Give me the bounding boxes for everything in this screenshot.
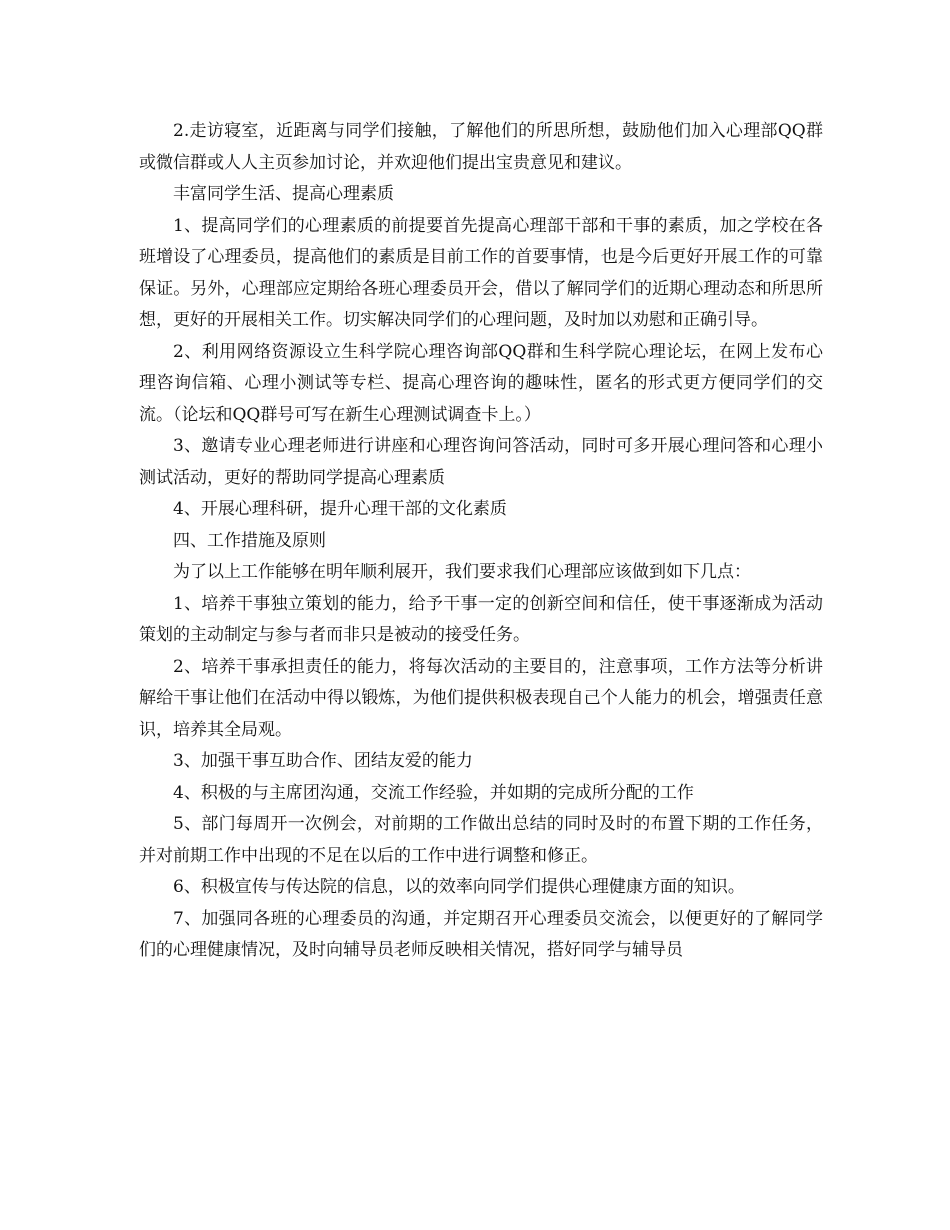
- paragraph-invite-teachers: 3、邀请专业心理老师进行讲座和心理咨询问答活动，同时可多开展心理问答和心理小测试活动，更好的帮助同学提高心理素质: [139, 436, 823, 488]
- paragraph-network-resources: 2、利用网络资源设立生科学院心理咨询部QQ群和生科学院心理论坛，在网上发布心理咨询信箱、心理小测试等专栏、提高心理咨询的趣味性，匿名的形式更方便同学们的交流。（论坛和QQ群号可写在新生心理测试调查卡上。）: [139, 341, 823, 425]
- paragraph-measure-2: 2、培养干事承担责任的能力，将每次活动的主要目的，注意事项，工作方法等分析讲解给干事让他们在活动中得以锻炼，为他们提供积极表现自己个人能力的机会，增强责任意识，培养其全局观。: [139, 656, 823, 740]
- paragraph-measure-7: 7、加强同各班的心理委员的沟通，并定期召开心理委员交流会，以便更好的了解同学们的心理健康情况，及时向辅导员老师反映相关情况，搭好同学与辅导员: [139, 908, 823, 960]
- paragraph-dorm-visit: 2.走访寝室，近距离与同学们接触，了解他们的所思所想，鼓励他们加入心理部QQ群或微信群或人人主页参加讨论，并欢迎他们提出宝贵意见和建议。: [139, 121, 823, 173]
- paragraph-measure-5: 5、部门每周开一次例会，对前期的工作做出总结的同时及时的布置下期的工作任务，并对前期工作中出现的不足在以后的工作中进行调整和修正。: [139, 814, 823, 866]
- paragraph-measure-1: 1、培养干事独立策划的能力，给予干事一定的创新空间和信任，使干事逐渐成为活动策划的主动制定与参与者而非只是被动的接受任务。: [139, 593, 823, 645]
- paragraph-improve-quality: 1、提高同学们的心理素质的前提要首先提高心理部干部和干事的素质，加之学校在各班增设了心理委员，提高他们的素质是目前工作的首要事情，也是今后更好开展工作的可靠保证。另外，心理部应定期给各班心理委员开会，借以了解同学们的近期心理动态和所思所想，更好的开展相关工作。切实解决同学们的心理问题，及时加以劝慰和正确引导。: [139, 215, 823, 330]
- paragraph-requirements-intro: 为了以上工作能够在明年顺利展开，我们要求我们心理部应该做到如下几点：: [173, 562, 751, 582]
- document-body: [139, 116, 823, 967]
- section-heading-measures: 四、工作措施及原则: [173, 530, 326, 551]
- paragraph-measure-4: 4、积极的与主席团沟通，交流工作经验，并如期的完成所分配的工作: [173, 782, 694, 803]
- paragraph-measure-6: 6、积极宣传与传达院的信息，以的效率向同学们提供心理健康方面的知识。: [173, 877, 745, 897]
- section-heading-enrich-life: 丰富同学生活、提高心理素质: [173, 184, 394, 204]
- paragraph-measure-3: 3、加强干事互助合作、团结友爱的能力: [173, 751, 473, 771]
- paragraph-research: 4、开展心理科研，提升心理干部的文化素质: [173, 499, 507, 519]
